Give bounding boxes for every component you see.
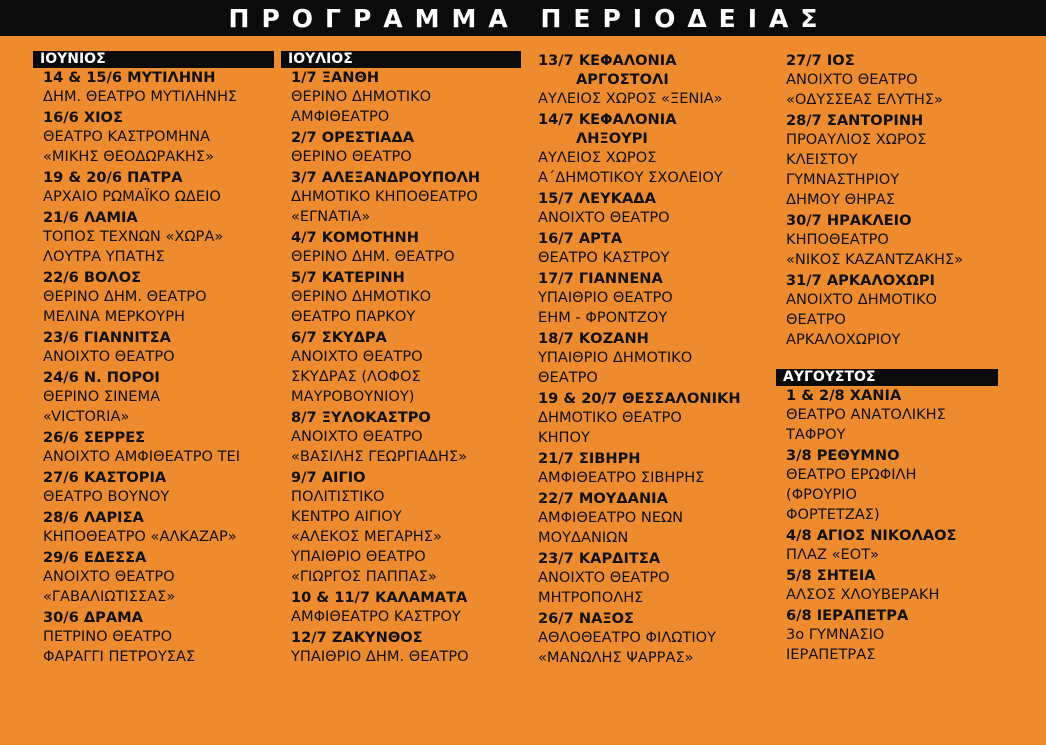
- tour-venue: Α΄ΔΗΜΟΤΙΚΟΥ ΣΧΟΛΕΙΟΥ: [538, 169, 723, 186]
- tour-venue: ΚΗΠΟΥ: [538, 429, 590, 446]
- tour-date-city: 29/6 ΕΔΕΣΣΑ: [43, 549, 147, 566]
- tour-date-city: 4/7 ΚΟΜΟΤΗΝΗ: [291, 229, 419, 246]
- tour-date-entry: [776, 386, 1016, 445]
- tour-date-city: 13/7 ΚΕΦΑΛΟΝΙΑ: [538, 52, 677, 69]
- tour-date-entry: [281, 328, 521, 407]
- column-july-august: [776, 51, 1016, 666]
- tour-date-entry: [33, 208, 273, 267]
- tour-venue: ΜΑΥΡΟΒΟΥΝΙΟΥ): [291, 388, 415, 405]
- tour-date-entry: [281, 408, 521, 467]
- column-july-cont: [528, 51, 772, 669]
- tour-venue: ΣΚΥΔΡΑΣ (ΛΟΦΟΣ: [291, 368, 421, 385]
- tour-date-city: 14 & 15/6 ΜΥΤΙΛΗΝΗ: [43, 69, 216, 86]
- tour-venue: ΚΗΠΟΘΕΑΤΡΟ: [786, 231, 889, 248]
- month-header-july: ΙΟΥΛΙΟΣ: [281, 51, 521, 68]
- tour-venue: ΑΜΦΙΘΕΑΤΡΟ ΣΙΒΗΡΗΣ: [538, 469, 705, 486]
- tour-venue: ΑΜΦΙΘΕΑΤΡΟ: [291, 108, 390, 125]
- tour-date-entry: [33, 548, 273, 607]
- tour-date-entry: [528, 329, 772, 388]
- tour-venue: ΑΝΟΙΧΤΟ ΘΕΑΤΡΟ: [786, 71, 918, 88]
- tour-venue: ΜΕΛΙΝΑ ΜΕΡΚΟΥΡΗ: [43, 308, 185, 325]
- column-july: [281, 51, 521, 668]
- tour-venue: ΘΕΡΙΝΟ ΔΗΜΟΤΙΚΟ: [291, 88, 432, 105]
- tour-venue: ΑΘΛΟΘΕΑΤΡΟ ΦΙΛΩΤΙΟΥ: [538, 629, 717, 646]
- tour-venue: ΚΗΠΟΘΕΑΤΡΟ «ΑΛΚΑΖΑΡ»: [43, 528, 237, 545]
- tour-venue: ΑΛΣΟΣ ΧΛΟΥΒΕΡΑΚΗ: [786, 586, 940, 603]
- tour-date-entry: [33, 468, 273, 507]
- tour-date-city: 19 & 20/6 ΠΑΤΡΑ: [43, 169, 183, 186]
- tour-venue: ΑΥΛΕΙΟΣ ΧΩΡΟΣ «ΞΕΝΙΑ»: [538, 90, 723, 107]
- tour-date-entry: [33, 428, 273, 467]
- tour-venue: ΑΝΟΙΧΤΟ ΘΕΑΤΡΟ: [291, 348, 423, 365]
- tour-date-city: 17/7 ΓΙΑΝΝΕΝΑ: [538, 270, 663, 287]
- column-june: [33, 51, 273, 668]
- tour-venue: «VICTORIA»: [43, 408, 130, 425]
- tour-date-city: 27/7 ΙΟΣ: [786, 52, 855, 69]
- tour-date-entry: [776, 211, 1016, 270]
- tour-date-entry: [776, 446, 1016, 525]
- tour-date-entry: [776, 51, 1016, 110]
- tour-venue: ΔΗΜΟΤΙΚΟ ΚΗΠΟΘΕΑΤΡΟ: [291, 188, 478, 205]
- tour-venue: ΑΥΛΕΙΟΣ ΧΩΡΟΣ: [538, 149, 657, 166]
- tour-date-entry: [528, 549, 772, 608]
- tour-date-city: 21/6 ΛΑΜΙΑ: [43, 209, 138, 226]
- tour-date-entry: [281, 128, 521, 167]
- tour-venue: ΥΠΑΙΘΡΙΟ ΘΕΑΤΡΟ: [538, 289, 673, 306]
- tour-date-city: 22/6 ΒΟΛΟΣ: [43, 269, 142, 286]
- tour-date-entry: [528, 229, 772, 268]
- tour-venue: ΘΕΡΙΝΟ ΘΕΑΤΡΟ: [291, 148, 412, 165]
- tour-date-city: 1/7 ΞΑΝΘΗ: [291, 69, 380, 86]
- tour-date-entry: [33, 368, 273, 427]
- tour-venue: ΜΗΤΡΟΠΟΛΗΣ: [538, 589, 644, 606]
- tour-venue: ΑΝΟΙΧΤΟ ΘΕΑΤΡΟ: [43, 568, 175, 585]
- tour-date-entry: [281, 168, 521, 227]
- tour-venue: «ΒΑΣΙΛΗΣ ΓΕΩΡΓΙΑΔΗΣ»: [291, 448, 468, 465]
- tour-venue: (ΦΡΟΥΡΙΟ: [786, 486, 857, 503]
- tour-date-city: 6/8 ΙΕΡΑΠΕΤΡΑ: [786, 607, 909, 624]
- tour-date-city: 24/6 Ν. ΠΟΡΟΙ: [43, 369, 160, 386]
- tour-venue: ΔΗΜΟΥ ΘΗΡΑΣ: [786, 191, 896, 208]
- tour-date-city: 28/7 ΣΑΝΤΟΡΙΝΗ: [786, 112, 924, 129]
- tour-date-entry: [33, 108, 273, 167]
- tour-venue: ΑΡΚΑΛΟΧΩΡΙΟΥ: [786, 331, 901, 348]
- tour-date-city: 16/7 ΑΡΤΑ: [538, 230, 623, 247]
- tour-date-city: 27/6 ΚΑΣΤΟΡΙΑ: [43, 469, 167, 486]
- tour-venue: ΑΝΟΙΧΤΟ ΘΕΑΤΡΟ: [291, 428, 423, 445]
- tour-venue: ΑΝΟΙΧΤΟ ΘΕΑΤΡΟ: [43, 348, 175, 365]
- tour-date-city: 23/7 ΚΑΡΔΙΤΣΑ: [538, 550, 661, 567]
- tour-date-entry: [281, 68, 521, 127]
- tour-venue: «ΓΑΒΑΛΙΩΤΙΣΣΑΣ»: [43, 588, 176, 605]
- tour-date-entry: [33, 328, 273, 367]
- tour-date-entry: [281, 588, 521, 627]
- tour-venue: ΦΟΡΤΕΤΖΑΣ): [786, 506, 880, 523]
- tour-date-entry: [528, 489, 772, 548]
- tour-date-city: 5/7 ΚΑΤΕΡΙΝΗ: [291, 269, 405, 286]
- tour-venue: ΘΕΡΙΝΟ ΔΗΜ. ΘΕΑΤΡΟ: [43, 288, 207, 305]
- tour-date-city: 26/6 ΣΕΡΡΕΣ: [43, 429, 146, 446]
- tour-venue: ΠΡΟΑΥΛΙΟΣ ΧΩΡΟΣ: [786, 131, 927, 148]
- tour-date-entry: [281, 628, 521, 667]
- tour-date-entry: [528, 189, 772, 228]
- tour-date-city: 16/6 ΧΙΟΣ: [43, 109, 123, 126]
- tour-date-entry: [776, 271, 1016, 350]
- tour-date-entry: [33, 268, 273, 327]
- tour-date-entry: [776, 606, 1016, 665]
- tour-date-entry: [528, 269, 772, 328]
- tour-date-city: 4/8 ΑΓΙΟΣ ΝΙΚΟΛΑΟΣ: [786, 527, 957, 544]
- tour-venue: ΑΝΟΙΧΤΟ ΔΗΜΟΤΙΚΟ: [786, 291, 938, 308]
- tour-date-entry: [528, 110, 772, 188]
- tour-date-city: 8/7 ΞΥΛΟΚΑΣΤΡΟ: [291, 409, 431, 426]
- tour-venue: ΘΕΑΤΡΟ: [538, 369, 598, 386]
- tour-venue: ΘΕΑΤΡΟ ΚΑΣΤΡΟΜΗΝΑ: [43, 128, 210, 145]
- tour-venue: ΑΜΦΙΘΕΑΤΡΟ ΝΕΩΝ: [538, 509, 684, 526]
- tour-venue: ΥΠΑΙΘΡΙΟ ΔΗΜΟΤΙΚΟ: [538, 349, 693, 366]
- tour-venue: ΦΑΡΑΓΓΙ ΠΕΤΡΟΥΣΑΣ: [43, 648, 196, 665]
- tour-date-city: 12/7 ΖΑΚΥΝΘΟΣ: [291, 629, 423, 646]
- tour-date-city: 30/7 ΗΡΑΚΛΕΙΟ: [786, 212, 912, 229]
- tour-date-city: 5/8 ΣΗΤΕΙΑ: [786, 567, 876, 584]
- tour-venue: «ΕΓΝΑΤΙΑ»: [291, 208, 371, 225]
- tour-date-entry: [528, 449, 772, 488]
- tour-venue: «ΟΔΥΣΣΕΑΣ ΕΛΥΤΗΣ»: [786, 91, 943, 108]
- page-title: ΠΡΟΓΡΑΜΜΑ ΠΕΡΙΟΔΕΙΑΣ: [228, 3, 830, 33]
- tour-venue: 3ο ΓΥΜΝΑΣΙΟ: [786, 626, 885, 643]
- tour-date-city: 3/7 ΑΛΕΞΑΝΔΡΟΥΠΟΛΗ: [291, 169, 481, 186]
- tour-date-city: ΛΗΞΟΥΡΙ: [576, 130, 648, 147]
- tour-date-entry: [776, 111, 1016, 210]
- tour-date-city: 31/7 ΑΡΚΑΛΟΧΩΡΙ: [786, 272, 935, 289]
- tour-date-city: 22/7 ΜΟΥΔΑΝΙΑ: [538, 490, 668, 507]
- tour-date-city: 14/7 ΚΕΦΑΛΟΝΙΑ: [538, 111, 677, 128]
- tour-venue: ΑΝΟΙΧΤΟ ΘΕΑΤΡΟ: [538, 569, 670, 586]
- tour-venue: ΚΕΝΤΡΟ ΑΙΓΙΟΥ: [291, 508, 402, 525]
- tour-date-entry: [528, 51, 772, 109]
- tour-date-city: 19 & 20/7 ΘΕΣΣΑΛΟΝΙΚΗ: [538, 390, 741, 407]
- tour-venue: ΘΕΑΤΡΟ ΑΝΑΤΟΛΙΚΗΣ: [786, 406, 946, 423]
- tour-date-city: 18/7 ΚΟΖΑΝΗ: [538, 330, 649, 347]
- tour-venue: ΚΛΕΙΣΤΟΥ: [786, 151, 858, 168]
- tour-date-city: 28/6 ΛΑΡΙΣΑ: [43, 509, 144, 526]
- tour-venue: ΔΗΜΟΤΙΚΟ ΘΕΑΤΡΟ: [538, 409, 682, 426]
- tour-date-entry: [528, 389, 772, 448]
- tour-date-entry: [776, 526, 1016, 565]
- tour-venue: ΠΛΑΖ «ΕΟΤ»: [786, 546, 880, 563]
- tour-venue: «ΑΛΕΚΟΣ ΜΕΓΑΡΗΣ»: [291, 528, 442, 545]
- tour-venue: ΑΝΟΙΧΤΟ ΘΕΑΤΡΟ: [538, 209, 670, 226]
- tour-venue: ΓΥΜΝΑΣΤΗΡΙΟΥ: [786, 171, 900, 188]
- tour-venue: ΤΟΠΟΣ ΤΕΧΝΩΝ «ΧΩΡΑ»: [43, 228, 224, 245]
- month-header-june: ΙΟΥΝΙΟΣ: [33, 51, 274, 68]
- tour-venue: «ΜΙΚΗΣ ΘΕΟΔΩΡΑΚΗΣ»: [43, 148, 215, 165]
- tour-venue: ΑΜΦΙΘΕΑΤΡΟ ΚΑΣΤΡΟΥ: [291, 608, 461, 625]
- title-bar: [0, 0, 1046, 36]
- tour-venue: ΜΟΥΔΑΝΙΩΝ: [538, 529, 629, 546]
- tour-venue: ΘΕΡΙΝΟ ΣΙΝΕΜΑ: [43, 388, 161, 405]
- month-header-august: ΑΥΓΟΥΣΤΟΣ: [776, 369, 998, 386]
- tour-date-city: 21/7 ΣΙΒΗΡΗ: [538, 450, 641, 467]
- tour-date-city: 2/7 ΟΡΕΣΤΙΑΔΑ: [291, 129, 415, 146]
- tour-venue: ΘΕΡΙΝΟ ΔΗΜ. ΘΕΑΤΡΟ: [291, 248, 455, 265]
- tour-venue: ΘΕΑΤΡΟ: [786, 311, 846, 328]
- tour-venue: ΤΑΦΡΟΥ: [786, 426, 846, 443]
- tour-date-entry: [776, 566, 1016, 605]
- tour-venue: ΕΗΜ - ΦΡΟΝΤΖΟΥ: [538, 309, 668, 326]
- tour-date-city: 26/7 ΝΑΞΟΣ: [538, 610, 634, 627]
- tour-venue: ΘΕΡΙΝΟ ΔΗΜΟΤΙΚΟ: [291, 288, 432, 305]
- tour-venue: ΠΕΤΡΙΝΟ ΘΕΑΤΡΟ: [43, 628, 173, 645]
- tour-date-entry: [281, 468, 521, 587]
- tour-date-city: 10 & 11/7 ΚΑΛΑΜΑΤΑ: [291, 589, 468, 606]
- tour-date-entry: [528, 609, 772, 668]
- tour-venue: ΔΗΜ. ΘΕΑΤΡΟ ΜΥΤΙΛΗΝΗΣ: [43, 88, 238, 105]
- tour-date-city: 15/7 ΛΕΥΚΑΔΑ: [538, 190, 656, 207]
- tour-venue: ΙΕΡΑΠΕΤΡΑΣ: [786, 646, 876, 663]
- tour-venue: ΑΡΧΑΙΟ ΡΩΜΑΪΚΟ ΩΔΕΙΟ: [43, 188, 221, 205]
- tour-date-entry: [33, 168, 273, 207]
- tour-venue: ΘΕΑΤΡΟ ΚΑΣΤΡΟΥ: [538, 249, 670, 266]
- tour-date-entry: [281, 268, 521, 327]
- tour-date-entry: [33, 68, 273, 107]
- tour-date-city: ΑΡΓΟΣΤΟΛΙ: [576, 71, 669, 88]
- tour-venue: ΘΕΑΤΡΟ ΕΡΩΦΙΛΗ: [786, 466, 917, 483]
- tour-date-city: 23/6 ΓΙΑΝΝΙΤΣΑ: [43, 329, 171, 346]
- tour-venue: «ΓΙΩΡΓΟΣ ΠΑΠΠΑΣ»: [291, 568, 437, 585]
- tour-date-city: 9/7 ΑΙΓΙΟ: [291, 469, 366, 486]
- tour-venue: ΥΠΑΙΘΡΙΟ ΔΗΜ. ΘΕΑΤΡΟ: [291, 648, 469, 665]
- tour-date-entry: [281, 228, 521, 267]
- tour-date-entry: [33, 608, 273, 667]
- tour-venue: «ΜΑΝΩΛΗΣ ΨΑΡΡΑΣ»: [538, 649, 694, 666]
- tour-date-entry: [33, 508, 273, 547]
- tour-date-city: 6/7 ΣΚΥΔΡΑ: [291, 329, 387, 346]
- tour-date-city: 1 & 2/8 ΧΑΝΙΑ: [786, 387, 902, 404]
- tour-date-city: 30/6 ΔΡΑΜΑ: [43, 609, 143, 626]
- tour-venue: ΑΝΟΙΧΤΟ ΑΜΦΙΘΕΑΤΡΟ ΤΕΙ: [43, 448, 241, 465]
- tour-venue: ΠΟΛΙΤΙΣΤΙΚΟ: [291, 488, 385, 505]
- tour-venue: ΘΕΑΤΡΟ ΒΟΥΝΟΥ: [43, 488, 170, 505]
- tour-date-city: 3/8 ΡΕΘΥΜΝΟ: [786, 447, 900, 464]
- tour-venue: ΥΠΑΙΘΡΙΟ ΘΕΑΤΡΟ: [291, 548, 426, 565]
- tour-venue: «ΝΙΚΟΣ ΚΑΖΑΝΤΖΑΚΗΣ»: [786, 251, 964, 268]
- tour-venue: ΘΕΑΤΡΟ ΠΑΡΚΟΥ: [291, 308, 416, 325]
- tour-venue: ΛΟΥΤΡΑ ΥΠΑΤΗΣ: [43, 248, 165, 265]
